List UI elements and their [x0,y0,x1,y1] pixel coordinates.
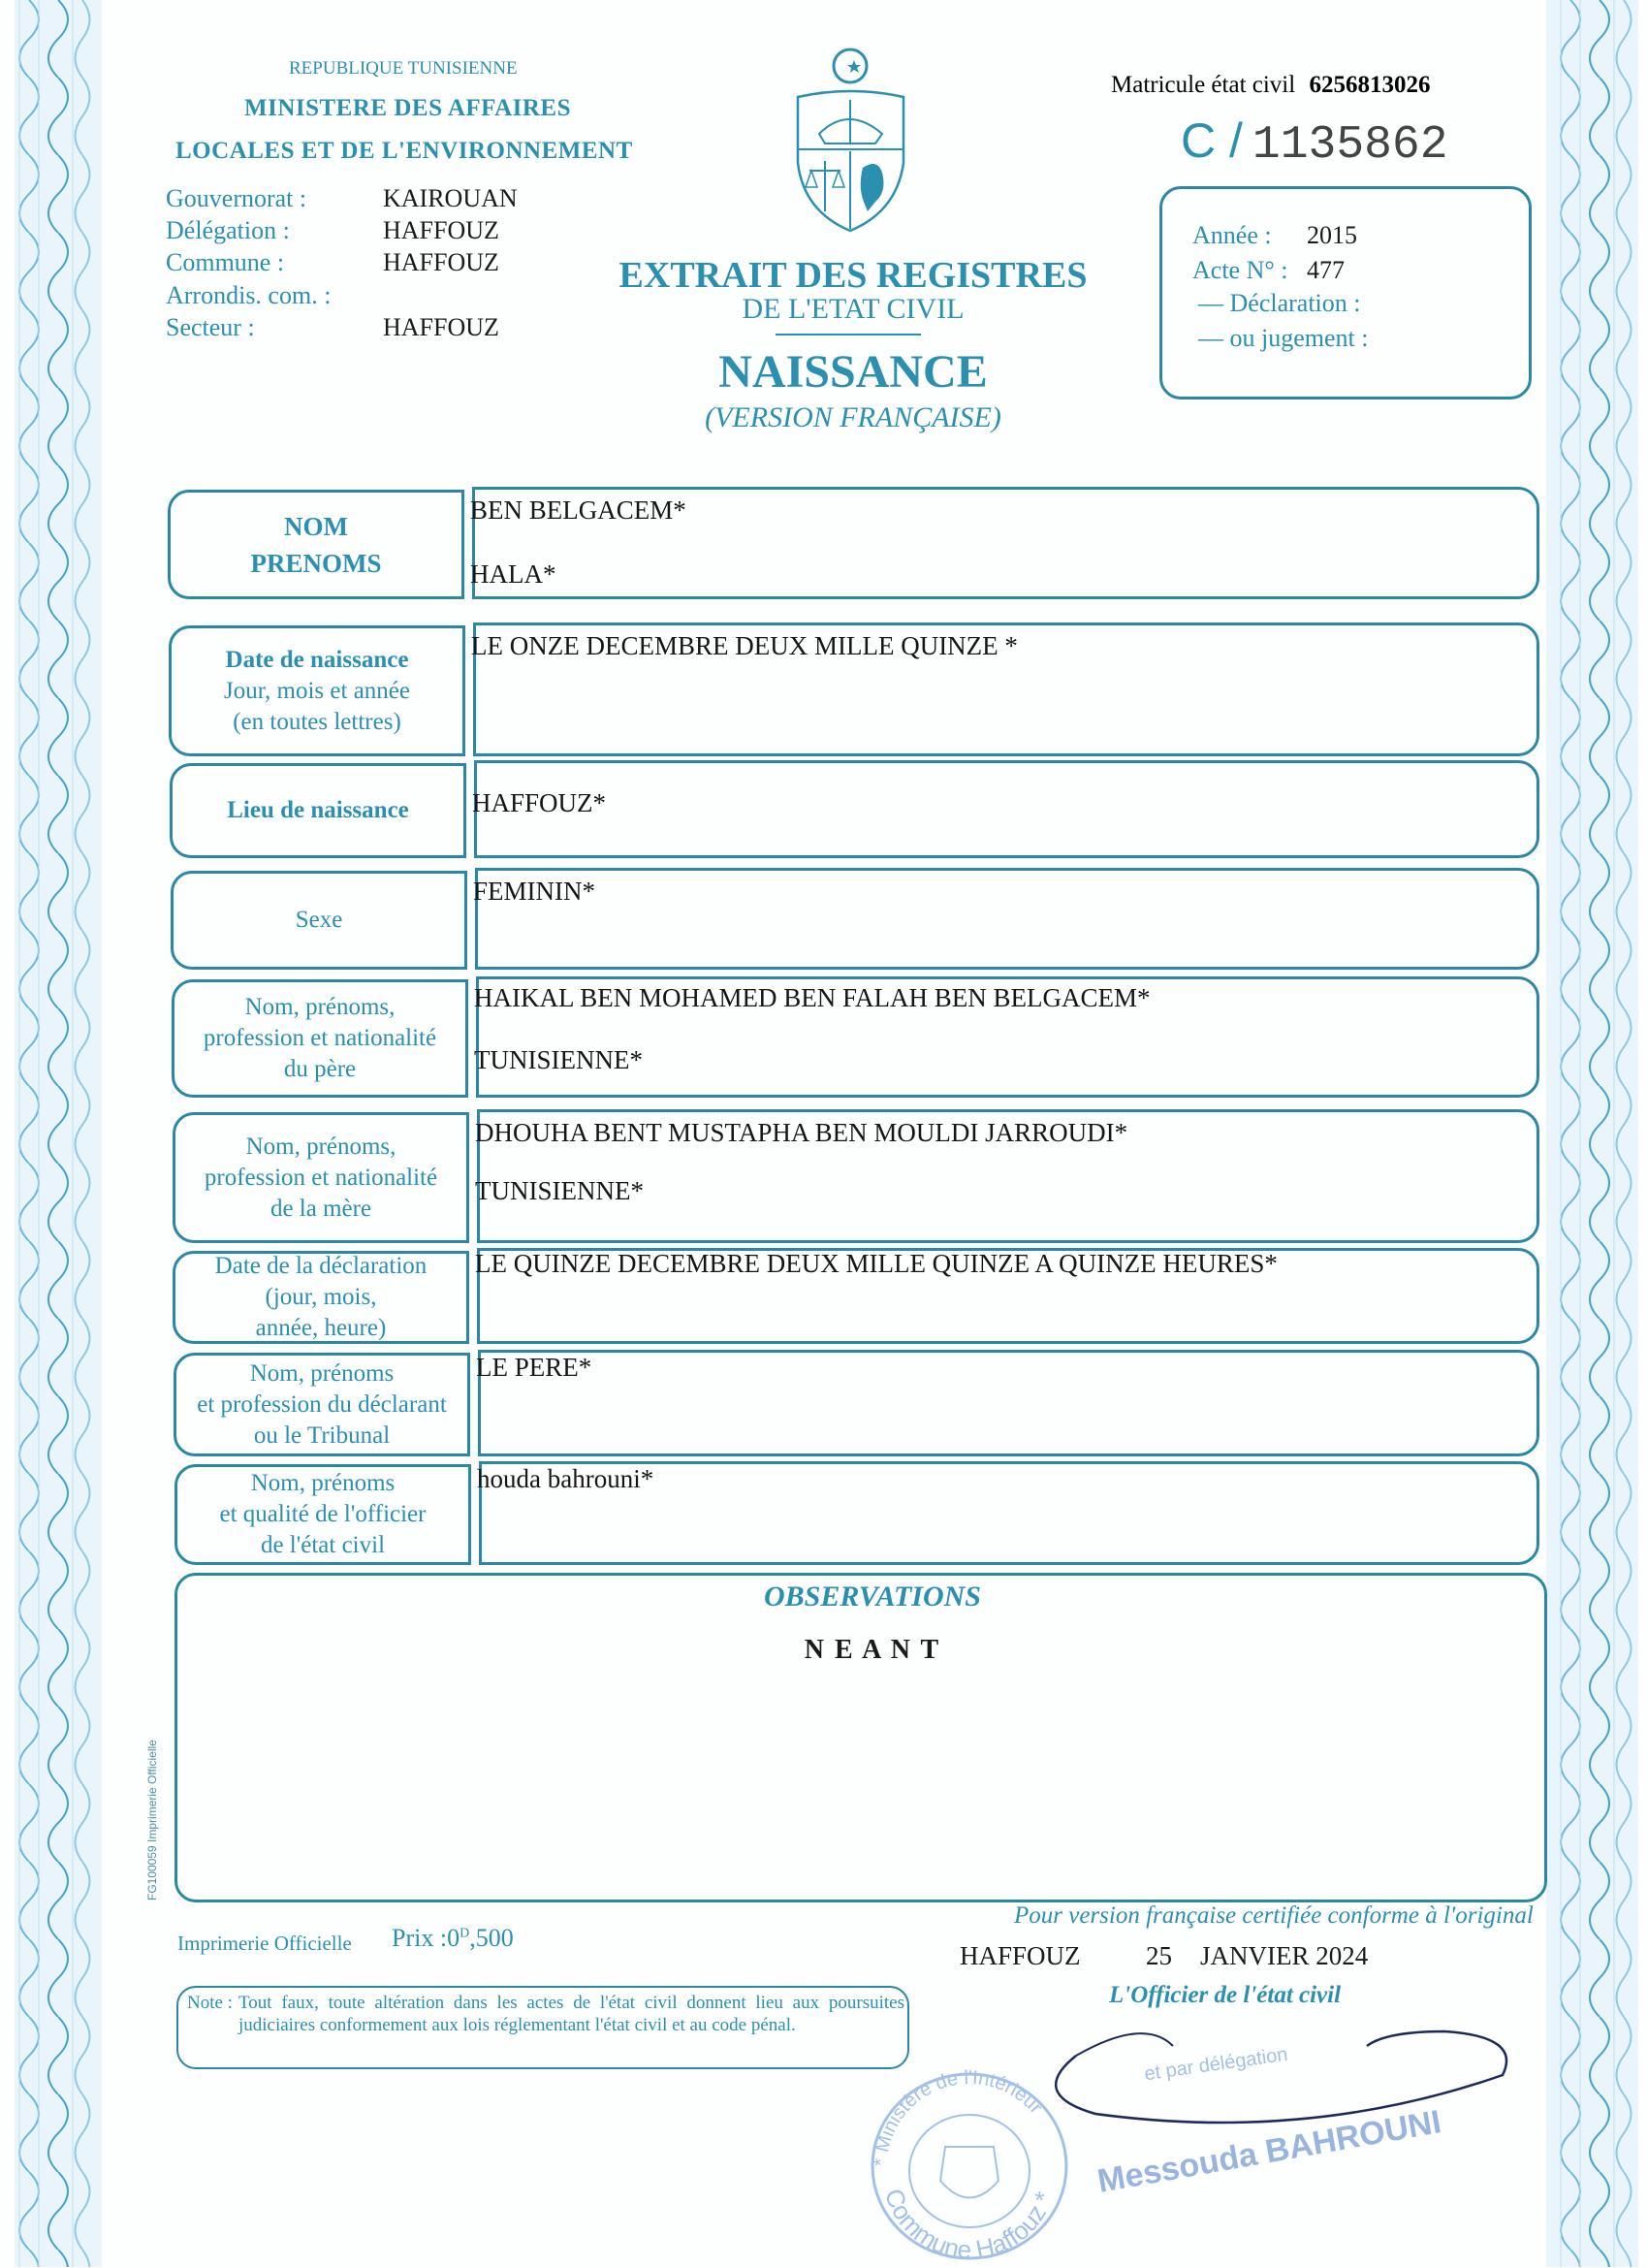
document-title-line2: DE L'ETAT CIVIL [742,293,965,325]
row-label-pere [172,979,468,1098]
officer-title: L'Officier de l'état civil [1109,1982,1342,2008]
guilloche-pattern-left [0,0,107,2267]
price-suffix: ,500 [469,1924,514,1952]
row-label-line: PRENOMS [250,548,382,578]
row-label-line: Date de la déclaration [214,1253,428,1279]
row-value-pere: HAIKAL BEN MOHAMED BEN FALAH BEN BELGACEM* [474,983,1151,1012]
price-currency: D [460,1926,470,1941]
serial-prefix: C / [1181,113,1243,168]
row-label-line: de la mère [269,1195,372,1222]
matricule [1111,72,1430,99]
jugement-label: — ou jugement : [1198,324,1369,352]
matricule-label: Matricule état civil [1111,72,1296,98]
issue-day: 25 [1146,1941,1172,1970]
row-label-date-declaration [173,1251,469,1344]
row-label-line: Nom, prénoms [250,1470,396,1496]
observations-box [174,1573,1547,1902]
right-security-border [1541,0,1648,2267]
left-security-border [0,0,107,2267]
row-label-line: Nom, prénoms [249,1359,395,1387]
row-label-line: profession et nationalité [204,1164,438,1191]
row-label-line: NOM [284,511,348,541]
observations-value: N E A N T [804,1635,941,1665]
secteur-value: HAFFOUZ [383,313,499,341]
acte-number-label: Acte N° : [1192,256,1288,284]
document-type-title: NAISSANCE [718,346,988,398]
row-label-line: ou le Tribunal [253,1421,391,1449]
row-label-line: et profession du déclarant [197,1390,447,1418]
annee-value: 2015 [1307,221,1357,249]
observations-label: OBSERVATIONS [764,1581,981,1613]
legal-note [187,1992,904,2036]
row-label-line: Lieu de naissance [227,797,409,823]
row-label-sexe [171,871,467,970]
row-label-date-naissance [169,625,465,756]
gouvernorat-label: Gouvernorat : [166,184,307,212]
signatory-role-stamp: et par délégation [1143,2043,1289,2086]
row-label-line: du père [283,1056,357,1082]
serial-number [1181,112,1448,172]
row-label-line: et qualité de l'officier [219,1501,427,1527]
price [392,1924,514,1953]
gouvernorat-value: KAIROUAN [383,184,518,212]
row-value-mere: DHOUHA BENT MUSTAPHA BEN MOULDI JARROUDI* [475,1118,1128,1147]
row-label-line: profession et nationalité [203,1025,437,1051]
ministry-heading-line2: LOCALES ET DE L'ENVIRONNEMENT [175,138,633,164]
row-label-officier [174,1464,471,1565]
row-label-line: Sexe [295,907,343,933]
republic-heading: REPUBLIQUE TUNISIENNE [289,58,518,79]
delegation-label: Délégation : [166,216,290,244]
row-label-line: Nom, prénoms, [245,1133,396,1160]
price-prefix: Prix :0 [392,1924,460,1952]
row-value-date-declaration: LE QUINZE DECEMBRE DEUX MILLE QUINZE A QUINZE HEURES* [475,1249,1278,1278]
secteur-label: Secteur : [166,313,255,341]
row-label-line: Date de naissance [225,646,409,673]
row-value-mere: TUNISIENNE* [475,1176,644,1205]
certification-text: Pour version française certifiée conforme à l'original [1014,1902,1534,1929]
arrondissement-label: Arrondis. com. : [166,281,332,309]
note-label: Note : [187,1993,233,2013]
row-value-lieu-naissance: HAFFOUZ* [472,788,607,817]
issue-place: HAFFOUZ [960,1941,1081,1970]
commune-label: Commune : [166,248,285,276]
svg-text:Commune Haffouz * [879,2185,1059,2263]
annee-label: Année : [1192,221,1272,249]
issue-month-year: JANVIER 2024 [1200,1941,1369,1970]
printer-label: Imprimerie Officielle [177,1932,352,1955]
commune-value: HAFFOUZ [383,248,499,276]
row-label-line: année, heure) [255,1315,387,1341]
matricule-value: 6256813026 [1309,72,1431,98]
stamp-top-text: * Ministère de l'Intérieur [870,2066,1047,2167]
row-value-sexe: FEMININ* [473,877,595,906]
row-label-line: Jour, mois et année [223,677,410,704]
delegation-value: HAFFOUZ [383,216,499,244]
row-value-pere: TUNISIENNE* [474,1045,643,1074]
serial-value: 1135862 [1252,119,1448,172]
row-label-nom-prenoms [168,490,464,599]
ministry-heading-line1: MINISTERE DES AFFAIRES [244,95,572,121]
signature [1018,2017,1522,2133]
declaration-label: — Déclaration : [1198,289,1361,317]
row-value-box-lieu-naissance [474,760,1539,858]
row-value-date-naissance: LE ONZE DECEMBRE DEUX MILLE QUINZE * [471,631,1018,660]
row-label-line: Nom, prénoms, [244,994,396,1020]
row-value-nom-prenoms: BEN BELGACEM* [470,495,686,525]
signatory-name-stamp: Messouda BAHROUNI [1094,2103,1444,2200]
row-value-nom-prenoms: HALA* [470,559,556,589]
stamp-bottom-text: Commune Haffouz * [878,2185,1060,2263]
row-value-declarant: LE PERE* [476,1353,592,1382]
version-subtitle: (VERSION FRANÇAISE) [705,401,1001,433]
row-label-line: (jour, mois, [265,1284,377,1310]
row-label-line: (en toutes lettres) [233,708,401,735]
row-value-box-sexe [475,868,1539,970]
guilloche-pattern-right [1541,0,1648,2267]
row-label-lieu-naissance [170,763,466,858]
row-label-declarant [174,1353,470,1456]
side-imprint: FG100059 Imprimerie Officielle [145,1740,159,1901]
row-label-mere [173,1112,469,1243]
row-value-box-declarant [478,1350,1539,1456]
row-value-officier: houda bahrouni* [477,1464,654,1493]
row-label-line: de l'état civil [260,1532,386,1558]
coat-of-arms-icon [790,47,911,236]
title-divider [776,334,921,335]
note-text: Tout faux, toute altération dans les actes de l'état civil donnent lieu aux poursuites judiciaires conformement aux lois réglementant l'état civil et au code pénal. [238,1993,904,2035]
acte-number-value: 477 [1307,256,1345,284]
document-title-line1: EXTRAIT DES REGISTRES [618,255,1088,296]
